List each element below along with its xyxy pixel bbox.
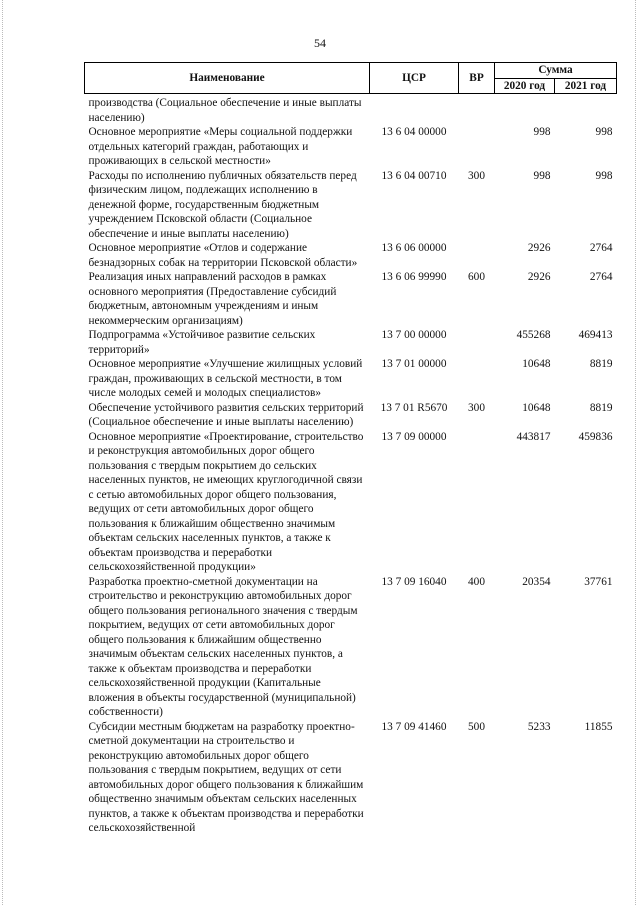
- row-name: Реализация иных направлений расходов в рамках основного мероприятия (Предоставление субсидий бюджетным, автономным учреждениям и иным некоммерческим организациям): [88, 271, 337, 327]
- table-row: [85, 169, 617, 242]
- row-csr: 13 6 06 99990: [381, 271, 447, 283]
- row-sum-2020: 455268: [516, 329, 551, 341]
- row-name: Субсидии местным бюджетам на разработку проектно-сметной документации на строительство и реконструкцию автомобильных дорог общего пользования с твердым покрытием, ведущих от сети автомобильных дорог общего пользования к ближайшим общественно значимым объектам сельских населенных пунктов, а также к объектам производства и переработки сельскохозяйственной: [88, 720, 364, 834]
- table-body: [85, 94, 617, 836]
- row-name: Подпрограмма «Устойчивое развитие сельских территорий»: [88, 329, 316, 356]
- table-row: [85, 430, 617, 575]
- row-vr: [459, 125, 495, 169]
- row-csr: 13 7 00 00000: [381, 329, 447, 341]
- table-row: [85, 357, 617, 401]
- header-sum: Сумма: [495, 63, 617, 79]
- row-vr: [459, 94, 495, 126]
- row-sum-2021: 8819: [589, 401, 613, 414]
- row-csr: [370, 94, 459, 126]
- row-sum-2020: 20354: [522, 575, 551, 588]
- table-row: [85, 94, 617, 126]
- row-sum-2021: 2764: [589, 242, 613, 254]
- row-sum-2021: [555, 94, 617, 126]
- row-vr: [459, 357, 495, 401]
- table-row: [85, 125, 617, 169]
- row-vr: 400: [468, 575, 485, 588]
- row-sum-2020: 5233: [527, 720, 551, 733]
- row-vr: 600: [468, 271, 485, 283]
- row-name: производства (Социальное обеспечение и иные выплаты населению): [88, 97, 362, 124]
- row-sum-2020: 998: [533, 126, 551, 138]
- row-name: Основное мероприятие «Улучшение жилищных условий граждан, проживающих в сельской местности, в том числе молодых семей и молодых специалистов»: [88, 358, 363, 399]
- table-header: [85, 63, 617, 94]
- scan-edge-right: [635, 0, 637, 905]
- row-sum-2021: 998: [595, 126, 613, 138]
- table-row: [85, 401, 617, 430]
- table-row: [85, 241, 617, 270]
- row-sum-2020: 2926: [527, 242, 551, 254]
- row-sum-2020: 443817: [516, 430, 551, 443]
- header-year-2021: 2021 год: [555, 78, 617, 94]
- row-sum-2020: 2926: [527, 271, 551, 283]
- row-csr: 13 6 04 00000: [381, 126, 447, 138]
- row-sum-2020: [495, 94, 555, 126]
- row-vr: [459, 241, 495, 270]
- row-vr: [459, 430, 495, 575]
- row-sum-2020: 10648: [522, 358, 551, 370]
- table-row: [85, 270, 617, 328]
- row-vr: 300: [468, 169, 485, 182]
- row-sum-2021: 459836: [578, 430, 613, 443]
- row-sum-2021: 998: [595, 169, 613, 182]
- header-name: Наименование: [85, 63, 370, 94]
- row-vr: 500: [468, 720, 485, 733]
- row-sum-2021: 11855: [584, 720, 613, 733]
- row-csr: 13 7 09 41460: [381, 720, 447, 733]
- row-csr: 13 6 06 00000: [381, 242, 447, 254]
- table-row: [85, 328, 617, 357]
- table-row: [85, 720, 617, 836]
- row-name: Основное мероприятие «Отлов и содержание безнадзорных собак на территории Псковской области»: [88, 242, 358, 269]
- header-year-2020: 2020 год: [495, 78, 555, 94]
- row-sum-2020: 10648: [522, 401, 551, 414]
- row-name: Основное мероприятие «Меры социальной поддержки отдельных категорий граждан, работающих и проживающих в сельской местности»: [88, 126, 353, 167]
- row-csr: 13 7 01 00000: [381, 358, 447, 370]
- row-vr: [459, 328, 495, 357]
- header-csr: ЦСР: [370, 63, 459, 94]
- table-row: [85, 575, 617, 720]
- row-csr: 13 7 09 00000: [381, 430, 447, 443]
- row-name: Расходы по исполнению публичных обязательств перед физическим лицом, подлежащих исполнению в денежной форме, государственным бюджетным учреждением Псковской области (Социальное обеспечение и иные выплаты населению): [88, 169, 357, 240]
- row-name: Основное мероприятие «Проектирование, строительство и реконструкция автомобильных дорог общего пользования с твердым покрытием до сельских населенных пунктов, не имеющих круглогодичной связи с сетью автомобильных дорог общего пользования, ведущих от сети автомобильных дорог общего пользования к ближайшим общественно значимым объектам сельских населенных пунктов, а также к объектам производства и переработки сельскохозяйственной продукции»: [88, 430, 364, 573]
- row-sum-2021: 469413: [578, 329, 613, 341]
- page-number: 54: [314, 36, 326, 50]
- row-sum-2020: 998: [533, 169, 551, 182]
- row-csr: 13 7 09 16040: [381, 575, 447, 588]
- header-vr: ВР: [459, 63, 495, 94]
- row-sum-2021: 37761: [584, 575, 613, 588]
- row-sum-2021: 8819: [589, 358, 613, 370]
- row-csr: 13 7 01 R5670: [380, 401, 448, 414]
- row-csr: 13 6 04 00710: [381, 169, 447, 182]
- budget-table: [84, 62, 617, 836]
- scan-edge-left: [2, 0, 4, 905]
- row-name: Обеспечение устойчивого развития сельских территорий (Социальное обеспечение и иные выплаты населению): [88, 401, 364, 428]
- row-sum-2021: 2764: [589, 271, 613, 283]
- row-name: Разработка проектно-сметной документации на строительство и реконструкцию автомобильных дорог общего пользования регионального значения с твердым покрытием, ведущих от сети автомобильных дорог общего пользования к ближайшим общественно значимым объектам сельских населенных пунктов, а также к объектам производства и переработки сельскохозяйственной продукции (Капитальные вложения в объекты государственной (муниципальной) собственности): [88, 575, 358, 718]
- row-vr: 300: [468, 401, 485, 414]
